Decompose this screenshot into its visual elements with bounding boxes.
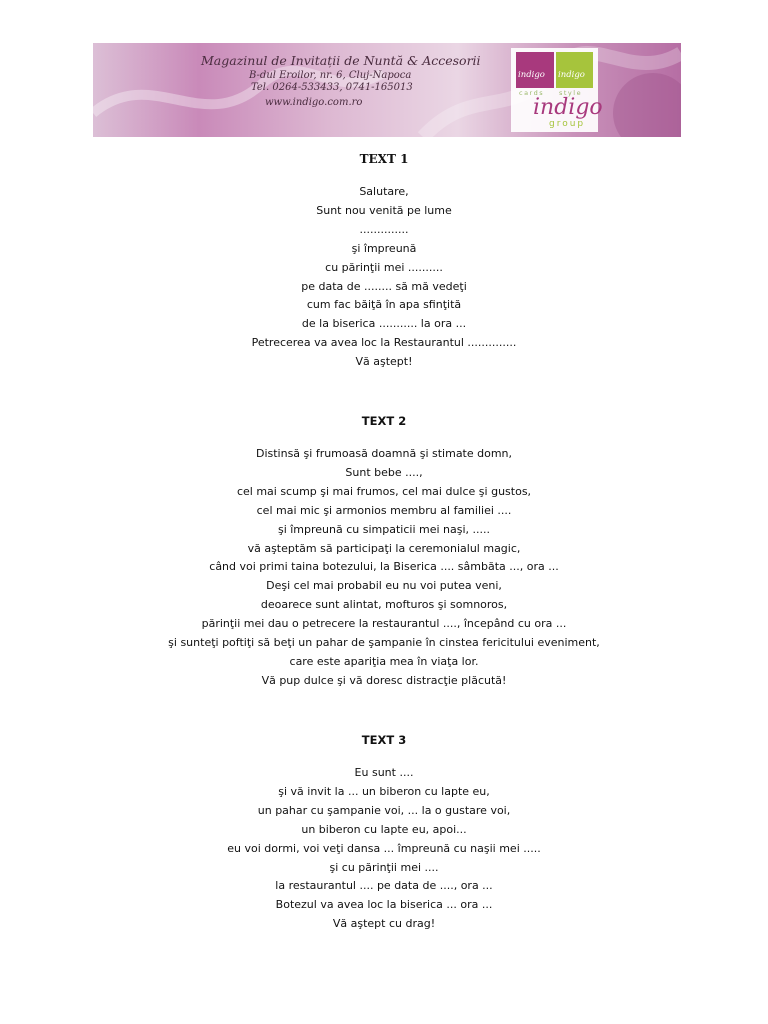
text-line: .............. [359, 222, 409, 236]
swirl-glow [613, 73, 681, 137]
text-line: cu părinţii mei .......... [325, 260, 443, 274]
text-line: şi vă invit la ... un biberon cu lapte eu, [278, 784, 490, 798]
text-line: Sunt bebe ...., [345, 465, 423, 479]
text-line: pe data de ........ să mă vedeţi [301, 279, 467, 293]
text-line: Vă aştept cu drag! [332, 917, 436, 931]
text-line: cel mai mic şi armonios membru al familiei .... [256, 503, 512, 517]
header-banner [93, 43, 681, 137]
text-line: Petrecerea va avea loc la Restaurantul .............. [251, 336, 517, 350]
section-title: TEXT 2 [361, 414, 407, 428]
shop-address: B-dul Eroilor, nr. 6, Cluj-Napoca [249, 69, 412, 81]
text-line: un biberon cu lapte eu, apoi... [301, 822, 467, 836]
logo-sub-text-left: cards [519, 89, 545, 97]
text-line: un pahar cu şampanie voi, ... la o gustare voi, [257, 803, 511, 817]
text-line: care este apariţia mea în viaţa lor. [289, 654, 479, 668]
logo-wordmark: indigo [533, 95, 603, 120]
shop-title: Magazinul de Invitații de Nuntă & Accesorii [201, 53, 481, 68]
text-line: deoarece sunt alintat, mofturos şi somnoros, [260, 598, 508, 612]
text-line: de la biserica ........... la ora ... [301, 317, 467, 331]
text-line: şi cu părinţii mei .... [329, 860, 439, 874]
text-line: la restaurantul .... pe data de ...., ora ... [275, 879, 493, 893]
shop-phone: Tel. 0264-533433, 0741-165013 [251, 81, 413, 93]
text-line: Distinsă şi frumoasă doamnă şi stimate domn, [255, 447, 513, 460]
section-title: TEXT 3 [361, 733, 407, 747]
text-line: cel mai scump şi mai frumos, cel mai dulce şi gustos, [236, 484, 532, 498]
text-line: eu voi dormi, voi veţi dansa ... împreună cu naşii mei ..... [227, 841, 541, 855]
section-title: TEXT 1 [359, 152, 409, 166]
text-line: când voi primi taina botezului, la Biserica .... sâmbăta ..., ora ... [209, 560, 559, 574]
text-line: Vă aştept! [355, 355, 413, 369]
text-line: Eu sunt .... [354, 766, 414, 779]
text-line: cum fac băiţă în apa sfinţită [306, 298, 462, 312]
text-line: Sunt nou venită pe lume [316, 203, 452, 217]
text-line: şi împreună [351, 241, 417, 255]
text-line: vă aşteptăm să participaţi la ceremonialul magic, [247, 541, 521, 555]
section-lines [0, 183, 768, 372]
text-section-3 [0, 731, 768, 934]
text-line: şi împreună cu simpaticii mei naşi, ..... [277, 522, 491, 536]
text-line: şi sunteţi poftiţi să beţi un pahar de şampanie în cinstea fericitului eveniment, [168, 636, 600, 650]
section-lines [0, 764, 768, 934]
text-line: Botezul va avea loc la biserica ... ora ... [275, 898, 493, 912]
text-section-1 [0, 150, 768, 372]
text-line: părinţii mei dau o petrecere la restaurantul ...., începând cu ora ... [201, 617, 567, 631]
logo-mini-text-right: indigo [558, 70, 585, 80]
logo-mini-text-left: indigo [518, 70, 545, 80]
text-line: Deşi cel mai probabil eu nu voi putea veni, [266, 579, 502, 593]
indigo-logo [511, 48, 603, 132]
shop-website: www.indigo.com.ro [265, 97, 363, 109]
logo-group-text: group [549, 119, 586, 129]
logo-sub-text-right: style [559, 89, 583, 97]
text-line: Salutare, [359, 185, 409, 198]
text-line: Vă pup dulce şi vă doresc distracţie plăcută! [261, 673, 507, 687]
section-lines [0, 445, 768, 691]
text-section-2 [0, 412, 768, 691]
